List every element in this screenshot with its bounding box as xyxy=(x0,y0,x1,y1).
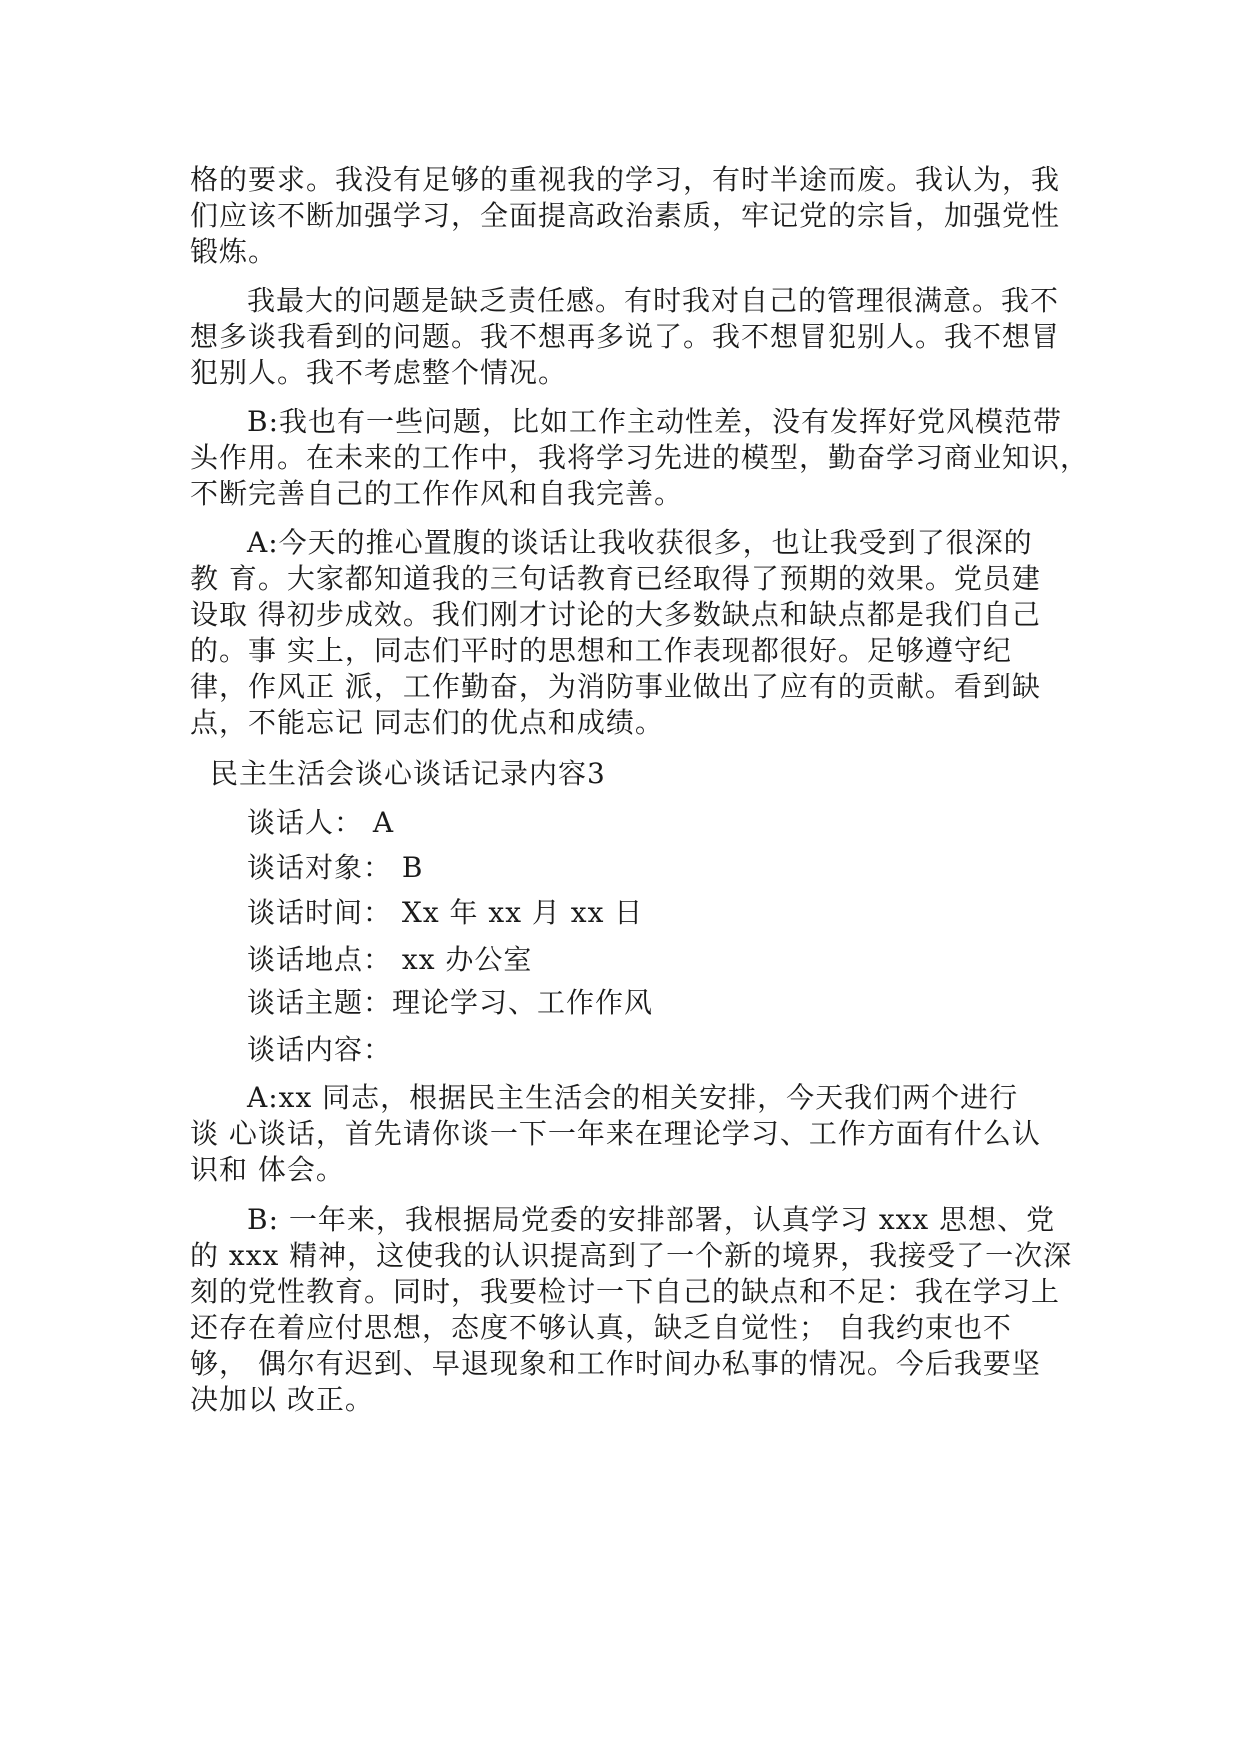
text-line: 头作用。在未来的工作中，我将学习先进的模型，勤奋学习商业知识， xyxy=(190,441,1090,474)
text-line: 的 xxx 精神，这使我的认识提高到了一个新的境界，我接受了一次深 xyxy=(190,1239,1073,1272)
text-line: 刻的党性教育。同时，我要检讨一下自己的缺点和不足：我在学习上 xyxy=(190,1275,1061,1308)
text-line: 想多谈我看到的问题。我不想再多说了。我不想冒犯别人。我不想冒 xyxy=(190,320,1061,353)
meta-place: 谈话地点： xx 办公室 xyxy=(247,943,533,976)
text-line: 不断完善自己的工作作风和自我完善。 xyxy=(190,477,684,510)
text-line: 决加以 改正。 xyxy=(190,1383,374,1416)
text-line: 设取 得初步成效。我们刚才讨论的大多数缺点和缺点都是我们自己 xyxy=(190,598,1041,631)
text-line: B: 一年来，我根据局党委的安排部署，认真学习 xxx 思想、党 xyxy=(247,1203,1056,1236)
text-line: 够， 偶尔有迟到、早退现象和工作时间办私事的情况。今后我要坚 xyxy=(190,1347,1041,1380)
text-line: A:xx 同志，根据民主生活会的相关安排，今天我们两个进行 xyxy=(247,1081,1019,1114)
text-line: 识和 体会。 xyxy=(190,1153,345,1186)
text-line: 格的要求。我没有足够的重视我的学习，有时半途而废。我认为，我 xyxy=(190,163,1061,196)
text-line: 犯别人。我不考虑整个情况。 xyxy=(190,356,568,389)
text-line: 我最大的问题是缺乏责任感。有时我对自己的管理很满意。我不 xyxy=(247,284,1060,317)
meta-time: 谈话时间： Xx 年 xx 月 xx 日 xyxy=(247,896,644,929)
meta-topic: 谈话主题：理论学习、工作作风 xyxy=(247,986,654,1019)
text-line: 律，作风正 派，工作勤奋，为消防事业做出了应有的贡献。看到缺 xyxy=(190,670,1041,703)
text-line: 谈 心谈话，首先请你谈一下一年来在理论学习、工作方面有什么认 xyxy=(190,1117,1041,1150)
section-title: 民主生活会谈心谈话记录内容3 xyxy=(210,757,606,790)
text-line: 教 育。大家都知道我的三句话教育已经取得了预期的效果。党员建 xyxy=(190,562,1041,595)
text-line: 点，不能忘记 同志们的优点和成绩。 xyxy=(190,706,664,739)
text-line: 锻炼。 xyxy=(190,235,278,268)
text-line: A:今天的推心置腹的谈话让我收获很多，也让我受到了很深的 xyxy=(247,526,1033,559)
text-line: 们应该不断加强学习，全面提高政治素质，牢记党的宗旨，加强党性 xyxy=(190,199,1061,232)
text-line: 还存在着应付思想，态度不够认真，缺乏自觉性； 自我约束也不 xyxy=(190,1311,1012,1344)
meta-content-label: 谈话内容： xyxy=(247,1033,393,1066)
text-line: 的。事 实上，同志们平时的思想和工作表现都很好。足够遵守纪 xyxy=(190,634,1012,667)
meta-target: 谈话对象： B xyxy=(247,851,424,884)
text-line: B:我也有一些问题，比如工作主动性差，没有发挥好党风模范带 xyxy=(247,405,1063,438)
meta-speaker: 谈话人： A xyxy=(247,806,395,839)
